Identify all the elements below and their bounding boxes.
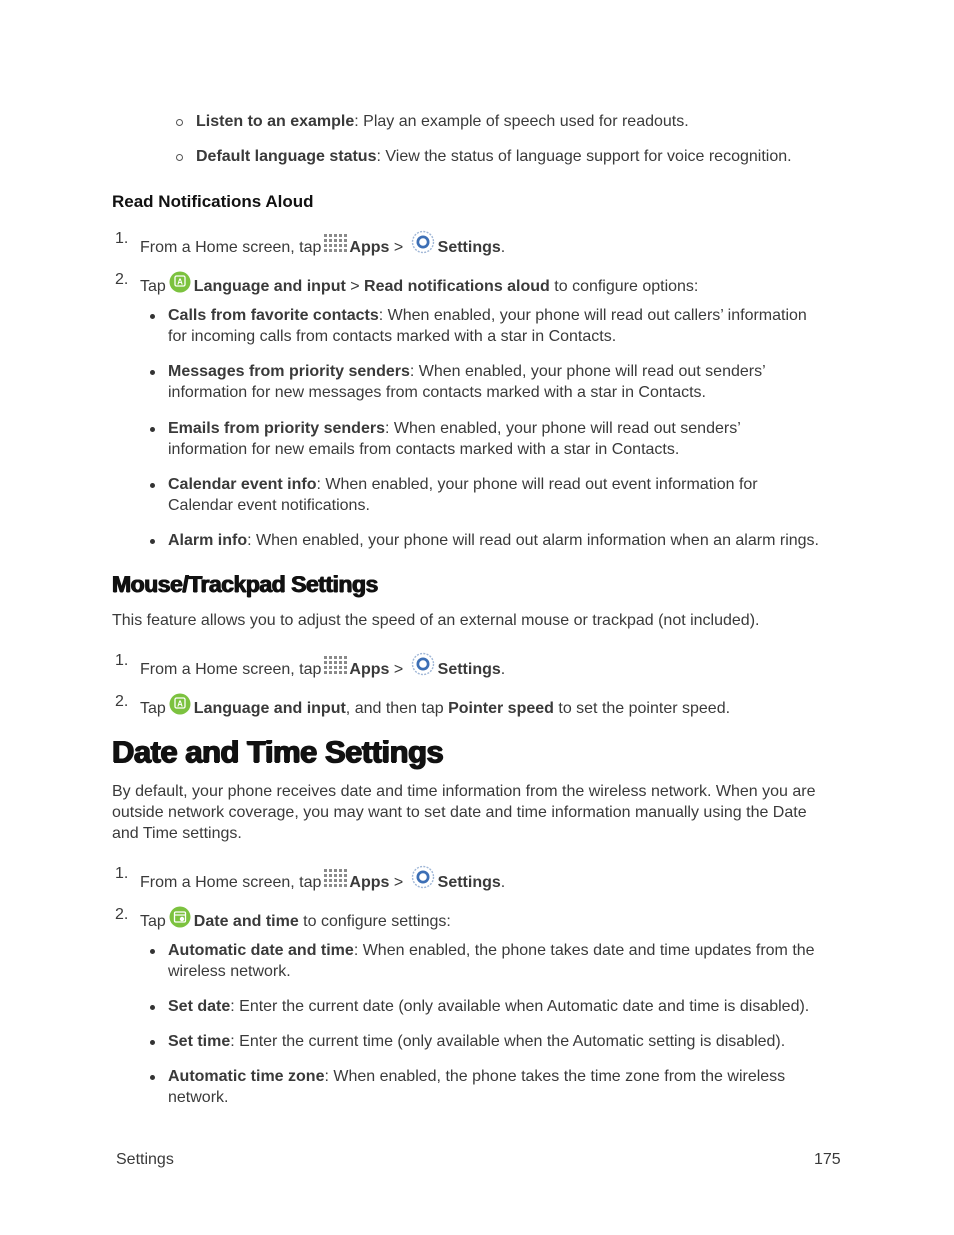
step-1-line: From a Home screen, tap Apps > Settings. <box>140 230 505 258</box>
list-item: Automatic date and time: When enabled, the phone takes date and time updates from the <box>168 942 815 959</box>
list-item: Calendar event info: When enabled, your phone will read out event information for <box>168 476 758 493</box>
apps-icon <box>323 655 347 677</box>
step-number: 2. <box>115 693 129 710</box>
list-item-continuation: Calendar event notifications. <box>168 497 370 514</box>
step-2-line: Tap A Language and input > Read notifications aloud to configure options: <box>140 271 698 297</box>
list-item-continuation: wireless network. <box>168 963 291 980</box>
step-2-line: Tap Date and time to configure settings: <box>140 906 451 932</box>
sub-bullet-item: Listen to an example: Play an example of speech used for readouts. <box>196 113 689 130</box>
list-item-continuation: for incoming calls from contacts marked with a star in Contacts. <box>168 328 617 345</box>
bullet-marker <box>150 314 155 319</box>
step-2-line: Tap A Language and input, and then tap Pointer speed to set the pointer speed. <box>140 693 730 719</box>
bullet-marker <box>150 1005 155 1010</box>
svg-text:A: A <box>176 699 183 709</box>
list-item: Set time: Enter the current time (only available when the Automatic setting is disabled). <box>168 1033 786 1050</box>
step-number: 1. <box>115 230 129 247</box>
bullet-marker <box>150 1075 155 1080</box>
section-intro-line: outside network coverage, you may want to set date and time information manually using the Date <box>112 804 807 821</box>
bullet-marker <box>150 949 155 954</box>
list-item: Calls from favorite contacts: When enabled, your phone will read out callers’ information <box>168 307 807 324</box>
step-number: 2. <box>115 271 129 288</box>
section-intro: This feature allows you to adjust the speed of an external mouse or trackpad (not included). <box>112 612 760 629</box>
settings-gear-icon <box>411 652 435 676</box>
footer-page-number: 175 <box>814 1151 841 1168</box>
list-item: Set date: Enter the current date (only available when Automatic date and time is disabled). <box>168 998 810 1015</box>
settings-gear-icon <box>411 230 435 254</box>
bullet-marker <box>150 370 155 375</box>
step-1-line: From a Home screen, tap Apps > Settings. <box>140 652 505 680</box>
step-number: 2. <box>115 906 129 923</box>
step-1-line: From a Home screen, tap Apps > Settings. <box>140 865 505 893</box>
section-heading-mouse-trackpad: Mouse/Trackpad Settings <box>112 571 378 597</box>
section-heading-read-notifications: Read Notifications Aloud <box>112 192 314 211</box>
settings-gear-icon <box>411 865 435 889</box>
step-number: 1. <box>115 652 129 669</box>
step-number: 1. <box>115 865 129 882</box>
list-item-continuation: information for new emails from contacts marked with a star in Contacts. <box>168 441 680 458</box>
sub-bullet-marker <box>176 119 183 126</box>
language-input-icon <box>169 693 191 715</box>
section-heading-date-time: Date and Time Settings <box>112 734 444 769</box>
bullet-marker <box>150 539 155 544</box>
list-item: Emails from priority senders: When enabled, your phone will read out senders’ <box>168 420 741 437</box>
apps-icon <box>323 233 347 255</box>
list-item: Alarm info: When enabled, your phone will read out alarm information when an alarm rings. <box>168 532 819 549</box>
list-item: Automatic time zone: When enabled, the phone takes the time zone from the wireless <box>168 1068 786 1085</box>
section-intro-line: and Time settings. <box>112 825 242 842</box>
sub-bullet-item: Default language status: View the status of language support for voice recognition. <box>196 148 792 165</box>
date-time-icon <box>169 906 191 928</box>
list-item-continuation: network. <box>168 1089 229 1106</box>
list-item: Messages from priority senders: When enabled, your phone will read out senders’ <box>168 363 766 380</box>
language-input-icon <box>169 271 191 293</box>
bullet-marker <box>150 483 155 488</box>
sub-bullet-marker <box>176 154 183 161</box>
bullet-marker <box>150 427 155 432</box>
svg-text:A: A <box>176 277 183 287</box>
list-item-continuation: information for new messages from contacts marked with a star in Contacts. <box>168 384 706 401</box>
footer-section-name: Settings <box>116 1151 174 1168</box>
bullet-marker <box>150 1040 155 1045</box>
section-intro-line: By default, your phone receives date and time information from the wireless network. When you are <box>112 783 816 800</box>
apps-icon <box>323 868 347 890</box>
